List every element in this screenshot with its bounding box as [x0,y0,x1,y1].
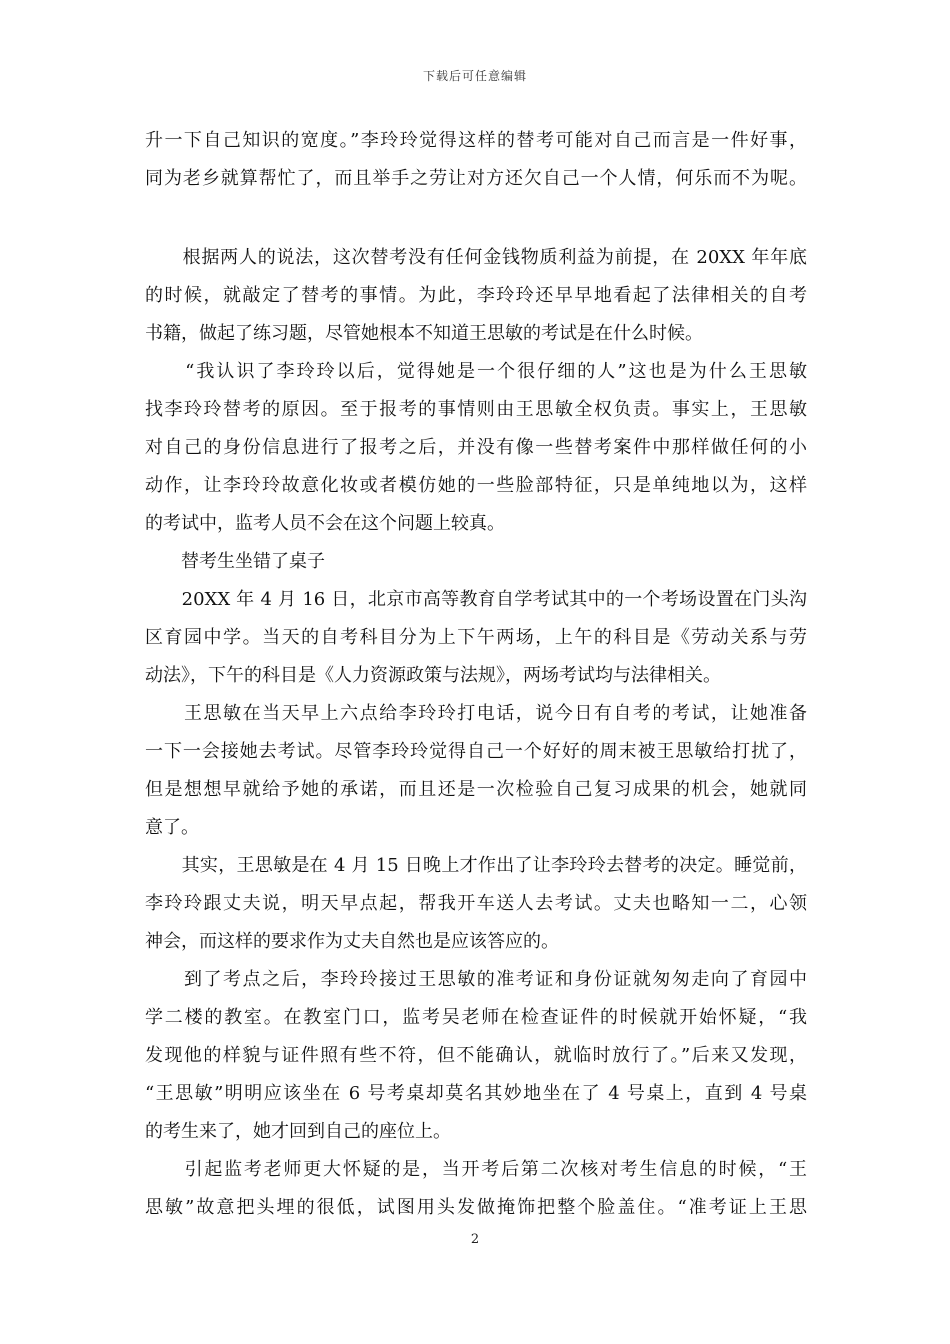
body-line: “我认识了李玲玲以后，觉得她是一个很仔细的人”这也是为什么王思敏 [145,361,807,382]
body-line: 学二楼的教室。在教室门口，监考吴老师在检查证件的时候就开始怀疑，“我 [145,1007,807,1028]
body-line: 根据两人的说法，这次替考没有任何金钱物质利益为前提，在 20XX 年年底 [145,247,807,268]
body-line: 的考试中，监考人员不会在这个问题上较真。 [145,513,505,534]
section-heading: 替考生坐错了桌子 [145,551,325,572]
body-line: 意了。 [145,817,199,838]
body-line: 动法》，下午的科目是《人力资源政策与法规》，两场考试均与法律相关。 [145,665,721,686]
body-line: 神会，而这样的要求作为丈夫自然也是应该答应的。 [145,931,559,952]
body-line: 升一下自己知识的宽度。”李玲玲觉得这样的替考可能对自己而言是一件好事， [145,130,807,151]
body-line: “王思敏”明明应该坐在 6 号考桌却莫名其妙地坐在了 4 号桌上，直到 4 号桌 [145,1083,807,1104]
body-line: 到了考点之后，李玲玲接过王思敏的准考证和身份证就匆匆走向了育园中 [145,969,807,990]
body-line: 区育园中学。当天的自考科目分为上下午两场，上午的科目是《劳动关系与劳 [145,627,807,648]
body-line: 一下一会接她去考试。尽管李玲玲觉得自己一个好好的周末被王思敏给打扰了， [145,741,807,762]
body-line: 王思敏在当天早上六点给李玲玲打电话，说今日有自考的考试，让她准备 [145,703,807,724]
body-line: 李玲玲跟丈夫说，明天早点起，帮我开车送人去考试。丈夫也略知一二，心领 [145,893,807,914]
body-line: 20XX 年 4 月 16 日，北京市高等教育自学考试其中的一个考场设置在门头沟 [145,589,807,610]
body-line: 发现他的样貌与证件照有些不符，但不能确认，就临时放行了。”后来又发现， [145,1045,807,1066]
body-line: 的考生来了，她才回到自己的座位上。 [145,1121,451,1142]
body-line: 对自己的身份信息进行了报考之后，并没有像一些替考案件中那样做任何的小 [145,437,807,458]
document-body [145,122,807,1227]
body-line: 找李玲玲替考的原因。至于报考的事情则由王思敏全权负责。事实上，王思敏 [145,399,807,420]
body-line: 动作，让李玲玲故意化妆或者模仿她的一些脸部特征，只是单纯地以为，这样 [145,475,807,496]
body-line: 其实，王思敏是在 4 月 15 日晚上才作出了让李玲玲去替考的决定。睡觉前， [145,855,807,876]
page-header: 下载后可任意编辑 [422,69,527,83]
body-line: 的时候，就敲定了替考的事情。为此，李玲玲还早早地看起了法律相关的自考 [145,285,807,306]
paragraph-gap [145,198,807,239]
body-line: 但是想想早就给予她的承诺，而且还是一次检验自己复习成果的机会，她就同 [145,779,807,800]
body-line: 思敏”故意把头埋的很低，试图用头发做掩饰把整个脸盖住。“准考证上王思 [145,1197,807,1218]
body-line: 同为老乡就算帮忙了，而且举手之劳让对方还欠自己一个人情，何乐而不为呢。 [145,168,807,189]
page-number: 2 [470,1232,480,1247]
body-line: 书籍，做起了练习题，尽管她根本不知道王思敏的考试是在什么时候。 [145,323,703,344]
body-line: 引起监考老师更大怀疑的是，当开考后第二次核对考生信息的时候，“王 [145,1159,807,1180]
